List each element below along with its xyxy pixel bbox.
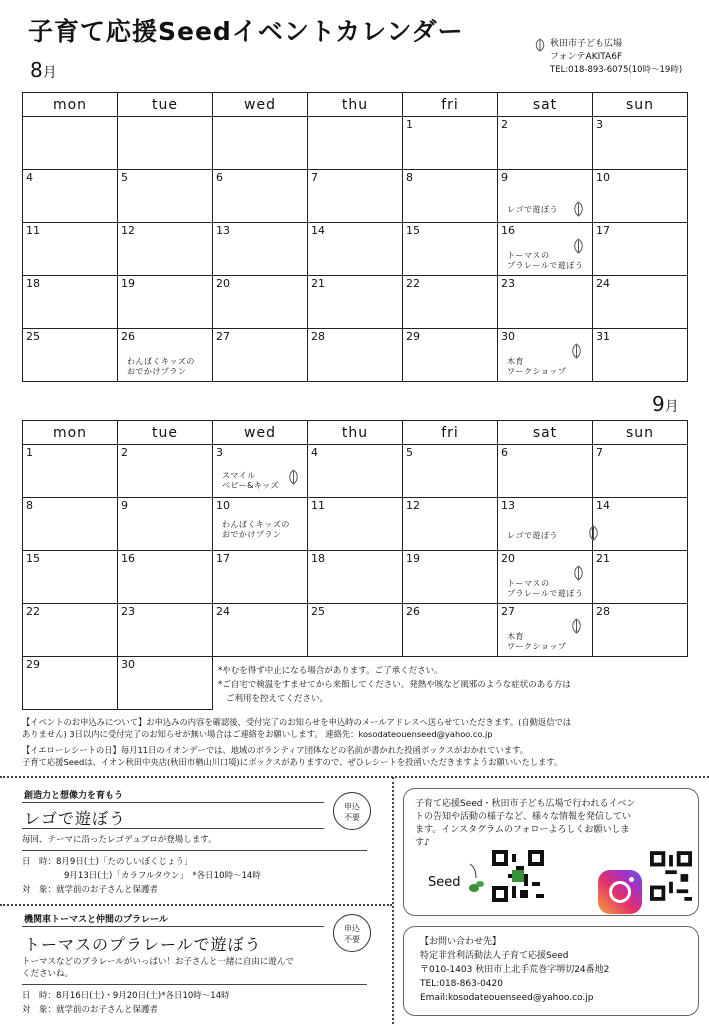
divider	[22, 802, 324, 803]
event-label: レゴで遊ぼう	[507, 205, 558, 214]
day-number: 4	[26, 171, 33, 184]
day-number: 5	[121, 171, 128, 184]
day-number: 5	[406, 446, 413, 459]
calendar-day-cell[interactable]	[23, 329, 118, 382]
lego-title: レゴで遊ぼう	[24, 809, 127, 828]
day-number: 23	[501, 277, 515, 290]
day-number: 29	[406, 330, 420, 343]
badge-line: 申込	[344, 924, 360, 933]
calendar-day-cell[interactable]	[308, 170, 403, 223]
calendar-day-cell[interactable]	[118, 657, 213, 710]
month-number: 8	[30, 58, 43, 82]
lego-target: 対 象：就学前のお子さんと保護者	[22, 885, 159, 895]
day-number: 9	[121, 499, 128, 512]
month-label-september	[652, 392, 679, 416]
calendar-day-cell[interactable]	[23, 604, 118, 657]
day-number: 7	[596, 446, 603, 459]
thomas-description-2: くださいね。	[22, 969, 74, 979]
weekday-header-sun: sun	[593, 93, 688, 117]
event-label: おでかけプラン	[127, 367, 187, 376]
weekday-header-sat: sat	[498, 421, 593, 445]
calendar-day-cell[interactable]	[308, 329, 403, 382]
day-number: 24	[216, 605, 230, 618]
event-label: 木育	[507, 632, 524, 641]
calendar-day-cell[interactable]	[213, 551, 308, 604]
calendar-day-cell[interactable]	[593, 498, 688, 551]
weekday-header-thu: thu	[308, 93, 403, 117]
contact-org: 特定非営利活動法人子育て応援Seed	[420, 951, 569, 961]
calendar-day-cell[interactable]	[118, 445, 213, 498]
org-name: 秋田市子ども広場	[550, 39, 623, 49]
calendar-day-cell[interactable]	[498, 170, 593, 223]
calendar-day-cell[interactable]	[498, 498, 593, 551]
day-number: 29	[26, 658, 40, 671]
calendar-day-cell[interactable]	[593, 170, 688, 223]
day-number: 25	[26, 330, 40, 343]
month-unit: 月	[42, 65, 57, 81]
info-line: 【イエローレシートの日】毎月11日のイオンデーでは、地域のボランティア団体などの名前が書かれた投函ボックスがおかれています。	[22, 745, 529, 755]
weekday-header-thu: thu	[308, 421, 403, 445]
calendar-day-cell[interactable]	[118, 498, 213, 551]
contact-heading: 【お問い合わせ先】	[420, 937, 502, 947]
event-label: トーマスの	[507, 251, 550, 260]
day-number: 2	[501, 118, 508, 131]
calendar-day-cell[interactable]	[403, 223, 498, 276]
event-label: ワークショップ	[507, 642, 567, 651]
weekday-header-mon: mon	[23, 421, 118, 445]
promo-line: トの告知や活動の様子など、様々な情報を発信してい	[415, 812, 632, 822]
calendar-week-row	[23, 117, 688, 170]
day-number: 7	[311, 171, 318, 184]
day-number: 24	[596, 277, 610, 290]
day-number: 8	[26, 499, 33, 512]
note-line: *ご自宅で検温をすませてから来館してください。発熱や咳など風邪のような症状のある方は	[218, 680, 571, 690]
day-number: 14	[311, 224, 325, 237]
thomas-target: 対 象：就学前のお子さんと保護者	[22, 1005, 159, 1015]
calendar-day-cell[interactable]	[213, 276, 308, 329]
month-number: 9	[652, 392, 665, 416]
event-label: ワークショップ	[507, 367, 567, 376]
event-label: 木育	[507, 357, 524, 366]
calendar-day-cell[interactable]	[308, 551, 403, 604]
yellow-receipt-info	[22, 744, 702, 768]
calendar-day-cell[interactable]	[593, 604, 688, 657]
calendar-day-cell[interactable]	[118, 170, 213, 223]
day-number: 3	[216, 446, 223, 459]
day-number: 15	[406, 224, 420, 237]
weekday-header-tue: tue	[118, 421, 213, 445]
lego-section-heading: 創造力と想像力を育もう	[24, 791, 124, 801]
day-number: 21	[596, 552, 610, 565]
promo-line: す♪	[415, 838, 430, 848]
leaf-icon	[571, 343, 582, 363]
divider	[22, 850, 367, 851]
day-number: 23	[121, 605, 135, 618]
lego-date-2: 9月13日(土)「カラフルタウン」 *各日10時～14時	[64, 871, 261, 881]
event-label: ベビー&キッズ	[222, 481, 280, 490]
promo-line: ます。インスタグラムのフォローよろしくお願いしま	[415, 825, 630, 835]
day-number: 21	[311, 277, 325, 290]
calendar-day-cell[interactable]	[308, 117, 403, 170]
leaf-icon	[534, 38, 546, 52]
divider	[22, 926, 324, 927]
thomas-title: トーマスのプラレールで遊ぼう	[24, 935, 262, 954]
calendar-day-cell[interactable]	[118, 551, 213, 604]
calendar-week-row	[23, 170, 688, 223]
day-number: 1	[26, 446, 33, 459]
thomas-date: 日 時：8月16日(土)・9月20日(土)*各日10時～14時	[22, 991, 230, 1001]
calendar-week-row	[23, 223, 688, 276]
info-line: 子育て応援Seedは、イオン秋田中央店(秋田市楢山川口境)にボックスがありますので、ぜひレシートを投函いただきますようお願いいたします。	[22, 757, 563, 767]
calendar-day-cell[interactable]	[23, 445, 118, 498]
org-tel: TEL:018-893-6075(10時～19時)	[550, 65, 683, 75]
dotted-divider-vertical	[392, 777, 394, 1024]
calendar-day-cell[interactable]	[403, 117, 498, 170]
calendar-day-cell[interactable]	[213, 604, 308, 657]
page-title: 子育て応援Seedイベントカレンダー	[28, 17, 464, 46]
calendar-day-cell[interactable]	[213, 498, 308, 551]
weekday-header-fri: fri	[403, 93, 498, 117]
day-number: 27	[216, 330, 230, 343]
promo-text	[415, 798, 636, 850]
lego-description: 毎回、テーマに沿ったレゴデュプロが登場します。	[22, 835, 217, 845]
org-info	[550, 38, 682, 77]
divider	[22, 984, 367, 985]
leaf-icon	[573, 201, 584, 221]
calendar-day-cell[interactable]	[593, 329, 688, 382]
calendar-day-cell[interactable]	[498, 276, 593, 329]
note-line: *やむを得ず中止になる場合があります。ご了承ください。	[218, 666, 443, 676]
leaf-icon	[571, 618, 582, 638]
info-line: ありません) 3日以内に受付完了のお知らせが無い場合はご連絡をお願いします。 連絡先：kosodateouenseed@yahoo.co.jp	[22, 729, 493, 739]
lego-date: 日 時：8月9日(土)「たのしいぼくじょう」	[22, 857, 193, 867]
no-application-badge	[333, 792, 371, 830]
day-number: 31	[596, 330, 610, 343]
event-label: プラレールで遊ぼう	[507, 589, 584, 598]
calendar-day-cell[interactable]	[23, 117, 118, 170]
calendar-day-cell[interactable]	[593, 445, 688, 498]
calendar-day-cell[interactable]	[308, 604, 403, 657]
day-number: 12	[121, 224, 135, 237]
note-line: ご利用を控えてください。	[226, 694, 329, 704]
calendar-day-cell[interactable]	[403, 445, 498, 498]
calendar-week-row	[23, 276, 688, 329]
calendar-day-cell[interactable]	[403, 170, 498, 223]
day-number: 9	[501, 171, 508, 184]
weekday-header-fri: fri	[403, 421, 498, 445]
calendar-day-cell[interactable]	[118, 329, 213, 382]
calendar-day-cell[interactable]	[403, 604, 498, 657]
org-location: フォンテAKITA6F	[550, 52, 623, 62]
badge-line: 不要	[344, 935, 360, 944]
calendar-day-cell[interactable]	[593, 223, 688, 276]
event-label: わんぱくキッズの	[127, 357, 195, 366]
day-number: 16	[121, 552, 135, 565]
day-number: 4	[311, 446, 318, 459]
calendar-day-cell[interactable]	[23, 170, 118, 223]
calendar-day-cell[interactable]	[213, 445, 308, 498]
event-label: スマイル	[222, 471, 256, 480]
month-unit: 月	[664, 399, 679, 415]
day-number: 14	[596, 499, 610, 512]
contact-info	[420, 935, 609, 1005]
contact-address: 〒010-1403 秋田市上北手荒巻字堺切24番地2	[420, 965, 610, 975]
weekday-header-sun: sun	[593, 421, 688, 445]
day-number: 19	[406, 552, 420, 565]
calendar-day-cell[interactable]	[308, 276, 403, 329]
qr-code-icon[interactable]	[492, 850, 544, 902]
notes	[218, 664, 571, 706]
day-number: 22	[26, 605, 40, 618]
calendar-day-cell[interactable]	[498, 551, 593, 604]
thomas-description: トーマスなどのプラレールがいっぱい！お子さんと一緒に自由に遊んで	[22, 957, 294, 967]
badge-line: 不要	[344, 813, 360, 822]
calendar-day-cell[interactable]	[23, 498, 118, 551]
calendar-day-cell[interactable]	[213, 117, 308, 170]
day-number: 12	[406, 499, 420, 512]
day-number: 19	[121, 277, 135, 290]
contact-tel: TEL:018-863-0420	[420, 979, 503, 989]
day-number: 10	[216, 499, 230, 512]
no-application-badge	[333, 914, 371, 952]
weekday-header-row	[23, 421, 688, 445]
leaf-icon	[288, 469, 299, 489]
calendar-day-cell[interactable]	[118, 223, 213, 276]
weekday-header-mon: mon	[23, 93, 118, 117]
calendar-day-cell[interactable]	[593, 117, 688, 170]
leaf-icon	[573, 565, 584, 585]
instagram-icon[interactable]	[598, 870, 642, 914]
day-number: 13	[501, 499, 515, 512]
day-number: 27	[501, 605, 515, 618]
calendar-week-row	[23, 498, 688, 551]
day-number: 16	[501, 224, 515, 237]
calendar-august	[22, 92, 688, 382]
day-number: 26	[406, 605, 420, 618]
calendar-day-cell[interactable]	[308, 223, 403, 276]
calendar-day-cell[interactable]	[213, 170, 308, 223]
calendar-week-row	[23, 445, 688, 498]
calendar-day-cell[interactable]	[403, 276, 498, 329]
event-label: レゴで遊ぼう	[507, 531, 558, 540]
calendar-day-cell[interactable]	[593, 551, 688, 604]
day-number: 8	[406, 171, 413, 184]
weekday-header-wed: wed	[213, 421, 308, 445]
calendar-day-cell[interactable]	[23, 657, 118, 710]
leaf-icon	[573, 238, 584, 258]
calendar-day-cell[interactable]	[23, 276, 118, 329]
month-label-august	[30, 58, 57, 82]
day-number: 17	[596, 224, 610, 237]
day-number: 2	[121, 446, 128, 459]
calendar-day-cell[interactable]	[118, 117, 213, 170]
day-number: 26	[121, 330, 135, 343]
thomas-section-heading: 機関車トーマスと仲間のプラレール	[24, 915, 168, 925]
weekday-header-row	[23, 93, 688, 117]
badge-line: 申込	[344, 802, 360, 811]
calendar-day-cell[interactable]	[403, 498, 498, 551]
weekday-header-sat: sat	[498, 93, 593, 117]
day-number: 13	[216, 224, 230, 237]
day-number: 30	[501, 330, 515, 343]
calendar-week-row	[23, 551, 688, 604]
event-label: わんぱくキッズの	[222, 520, 290, 529]
day-number: 22	[406, 277, 420, 290]
application-info	[22, 716, 702, 740]
calendar-day-cell[interactable]	[118, 276, 213, 329]
calendar-day-cell[interactable]	[403, 329, 498, 382]
seed-logo	[428, 858, 500, 906]
day-number: 1	[406, 118, 413, 131]
calendar-day-cell[interactable]	[498, 223, 593, 276]
calendar-day-cell[interactable]	[308, 498, 403, 551]
qr-code-icon[interactable]	[650, 850, 692, 902]
calendar-day-cell[interactable]	[23, 551, 118, 604]
contact-email[interactable]: Email:kosodateouenseed@yahoo.co.jp	[420, 993, 594, 1003]
day-number: 3	[596, 118, 603, 131]
day-number: 18	[26, 277, 40, 290]
day-number: 18	[311, 552, 325, 565]
day-number: 28	[596, 605, 610, 618]
day-number: 6	[216, 171, 223, 184]
day-number: 28	[311, 330, 325, 343]
day-number: 25	[311, 605, 325, 618]
day-number: 11	[26, 224, 40, 237]
day-number: 6	[501, 446, 508, 459]
calendar-week-row	[23, 604, 688, 657]
day-number: 30	[121, 658, 135, 671]
day-number: 15	[26, 552, 40, 565]
calendar-day-cell[interactable]	[213, 223, 308, 276]
dotted-divider	[0, 904, 392, 906]
day-number: 17	[216, 552, 230, 565]
day-number: 11	[311, 499, 325, 512]
calendar-day-cell[interactable]	[498, 445, 593, 498]
event-label: プラレールで遊ぼう	[507, 261, 584, 270]
info-line: 【イベントのお申込みについて】お申込みの内容を確認後、受付完了のお知らせを申込時のメールアドレスへ送らせていただきます。(自動返信では	[22, 717, 572, 727]
event-label: トーマスの	[507, 579, 550, 588]
calendar-day-cell[interactable]	[403, 551, 498, 604]
day-number: 20	[501, 552, 515, 565]
weekday-header-wed: wed	[213, 93, 308, 117]
calendar-week-row	[23, 329, 688, 382]
day-number: 20	[216, 277, 230, 290]
dotted-divider	[0, 776, 709, 778]
calendar-day-cell[interactable]	[593, 276, 688, 329]
divider	[22, 828, 324, 829]
calendar-day-cell[interactable]	[498, 604, 593, 657]
promo-line: 子育て応援Seed・秋田市子ども広場で行われるイベン	[415, 799, 636, 809]
calendar-day-cell[interactable]	[498, 117, 593, 170]
day-number: 10	[596, 171, 610, 184]
calendar-day-cell[interactable]	[308, 445, 403, 498]
weekday-header-tue: tue	[118, 93, 213, 117]
calendar-day-cell[interactable]	[213, 329, 308, 382]
event-label: おでかけプラン	[222, 530, 282, 539]
calendar-day-cell[interactable]	[498, 329, 593, 382]
calendar-day-cell[interactable]	[23, 223, 118, 276]
calendar-day-cell[interactable]	[118, 604, 213, 657]
seed-logo-text: Seed	[428, 875, 461, 890]
